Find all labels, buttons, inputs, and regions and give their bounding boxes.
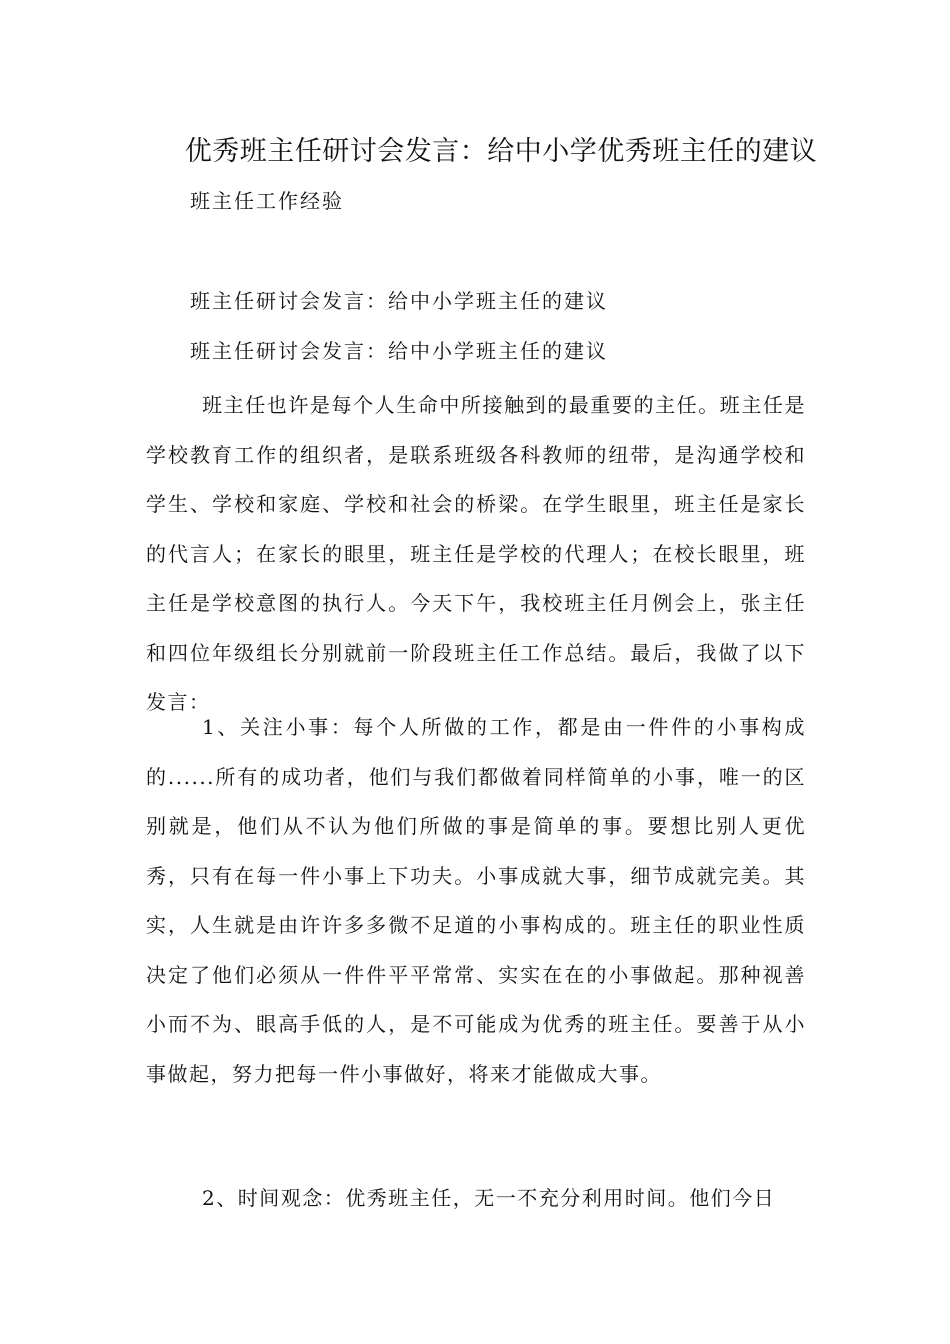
paragraph-text: 1、关注小事：每个人所做的工作，都是由一件件的小事构成的......所有的成功者，他们与我们都做着同样简单的小事，唯一的区别就是，他们从不认为他们所做的事是简单的事。要想比别人更优秀，只有在每一件小事上下功夫。小事成就大事，细节成就完美。其实，人生就是由许许多多微不足道的小事构成的。班主任的职业性质决定了他们必须从一件件平平常常、实实在在的小事做起。那种视善小而不为、眼高手低的人，是不可能成为优秀的班主任。要善于从小事做起，努力把每一件小事做好，将来才能做成大事。 xyxy=(146,715,806,1086)
document-title: 优秀班主任研讨会发言：给中小学优秀班主任的建议 xyxy=(184,136,818,167)
paragraph-point-2 xyxy=(146,1174,806,1224)
paragraph-intro xyxy=(146,381,806,728)
section-heading-1: 班主任研讨会发言：给中小学班主任的建议 xyxy=(190,289,608,313)
paragraph-text: 2、时间观念：优秀班主任，无一不充分利用时间。他们今日 xyxy=(202,1186,776,1210)
paragraph-point-1 xyxy=(146,703,806,1099)
document-subtitle: 班主任工作经验 xyxy=(190,189,344,213)
paragraph-text: 班主任也许是每个人生命中所接触到的最重要的主任。班主任是学校教育工作的组织者，是联系班级各科教师的纽带，是沟通学校和学生、学校和家庭、学校和社会的桥梁。在学生眼里，班主任是家长的代言人；在家长的眼里，班主任是学校的代理人；在校长眼里，班主任是学校意图的执行人。今天下午，我校班主任月例会上，张主任和四位年级组长分别就前一阶段班主任工作总结。最后，我做了以下发言： xyxy=(146,393,806,714)
section-heading-2: 班主任研讨会发言：给中小学班主任的建议 xyxy=(190,339,608,363)
